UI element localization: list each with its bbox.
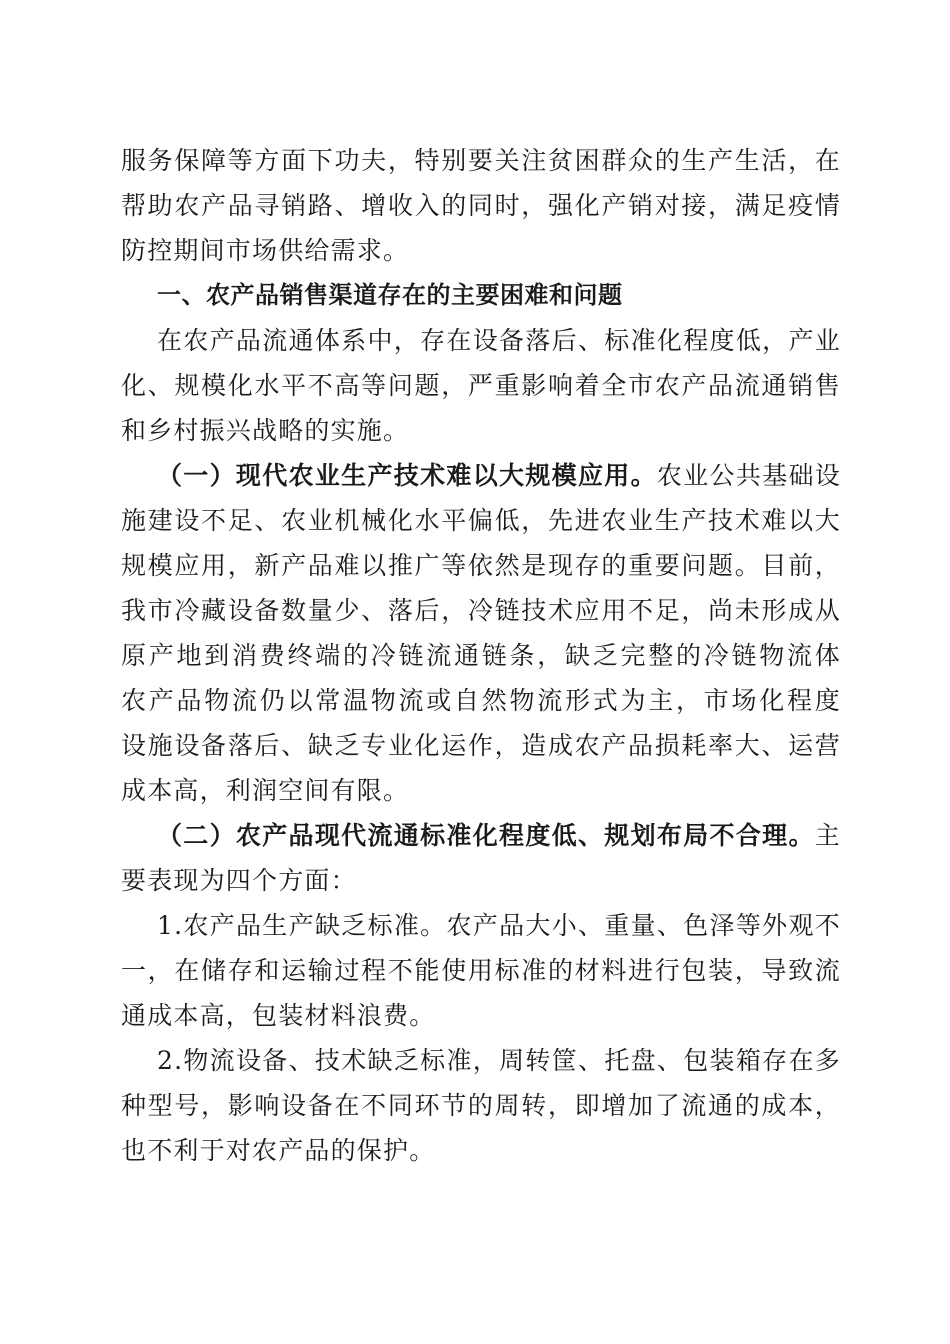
text-line: 1.农产品生产缺乏标准。农产品大小、重量、色泽等外观不 bbox=[157, 911, 841, 940]
text-line: 和乡村振兴战略的实施。 bbox=[121, 416, 410, 445]
section-heading: 一、农产品销售渠道存在的主要困难和问题 bbox=[157, 281, 623, 309]
text-line: 帮助农产品寻销路、增收入的同时，强化产销对接，满足疫情 bbox=[121, 191, 841, 220]
text-line: 也不利于对农产品的保护。 bbox=[121, 1136, 436, 1165]
sub-heading: （一）现代农业生产技术难以大规模应用。 bbox=[157, 461, 657, 490]
text-line: 种型号，影响设备在不同环节的周转，即增加了流通的成本， bbox=[121, 1091, 841, 1120]
text-line: 我市冷藏设备数量少、落后，冷链技术应用不足，尚未形成从 bbox=[121, 596, 841, 625]
paragraph-2 bbox=[121, 813, 841, 903]
text-line: 设施设备落后、缺乏专业化运作，造成农产品损耗率大、运营 bbox=[121, 731, 841, 760]
text-line: 服务保障等方面下功夫，特别要关注贫困群众的生产生活，在 bbox=[121, 146, 841, 175]
text-line bbox=[121, 453, 841, 498]
paragraph-overview bbox=[121, 318, 841, 453]
text-line: 成本高，利润空间有限。 bbox=[121, 776, 410, 805]
text-line: 在农产品流通体系中，存在设备落后、标准化程度低，产业 bbox=[157, 326, 841, 355]
text-line: 农产品物流仍以常温物流或自然物流形式为主，市场化程度 bbox=[121, 686, 841, 715]
sub-heading: （二）农产品现代流通标准化程度低、规划布局不合理。 bbox=[157, 821, 815, 850]
text-line: 一，在储存和运输过程不能使用标准的材料进行包装，导致流 bbox=[121, 956, 841, 985]
text-line: 防控期间市场供给需求。 bbox=[121, 236, 410, 265]
text-line: 原产地到消费终端的冷链流通链条，缺乏完整的冷链物流体 bbox=[121, 641, 841, 670]
list-item-2 bbox=[121, 1038, 841, 1173]
list-item-1 bbox=[121, 903, 841, 1038]
document-body bbox=[121, 138, 841, 1173]
text-line: 施建设不足、农业机械化水平偏低，先进农业生产技术难以大 bbox=[121, 506, 841, 535]
text-line: 要表现为四个方面： bbox=[121, 866, 357, 895]
text-line: 规模应用，新产品难以推广等依然是现存的重要问题。目前， bbox=[121, 551, 841, 580]
text-line: 通成本高，包装材料浪费。 bbox=[121, 1001, 436, 1030]
paragraph-1 bbox=[121, 453, 841, 813]
paragraph-intro bbox=[121, 138, 841, 273]
text-line: 2.物流设备、技术缺乏标准，周转筐、托盘、包装箱存在多 bbox=[157, 1046, 841, 1075]
text-line: 化、规模化水平不高等问题，严重影响着全市农产品流通销售 bbox=[121, 371, 841, 400]
text-span: 主 bbox=[814, 821, 841, 850]
text-span: 农业公共基础设 bbox=[656, 461, 841, 490]
text-line bbox=[121, 813, 841, 858]
